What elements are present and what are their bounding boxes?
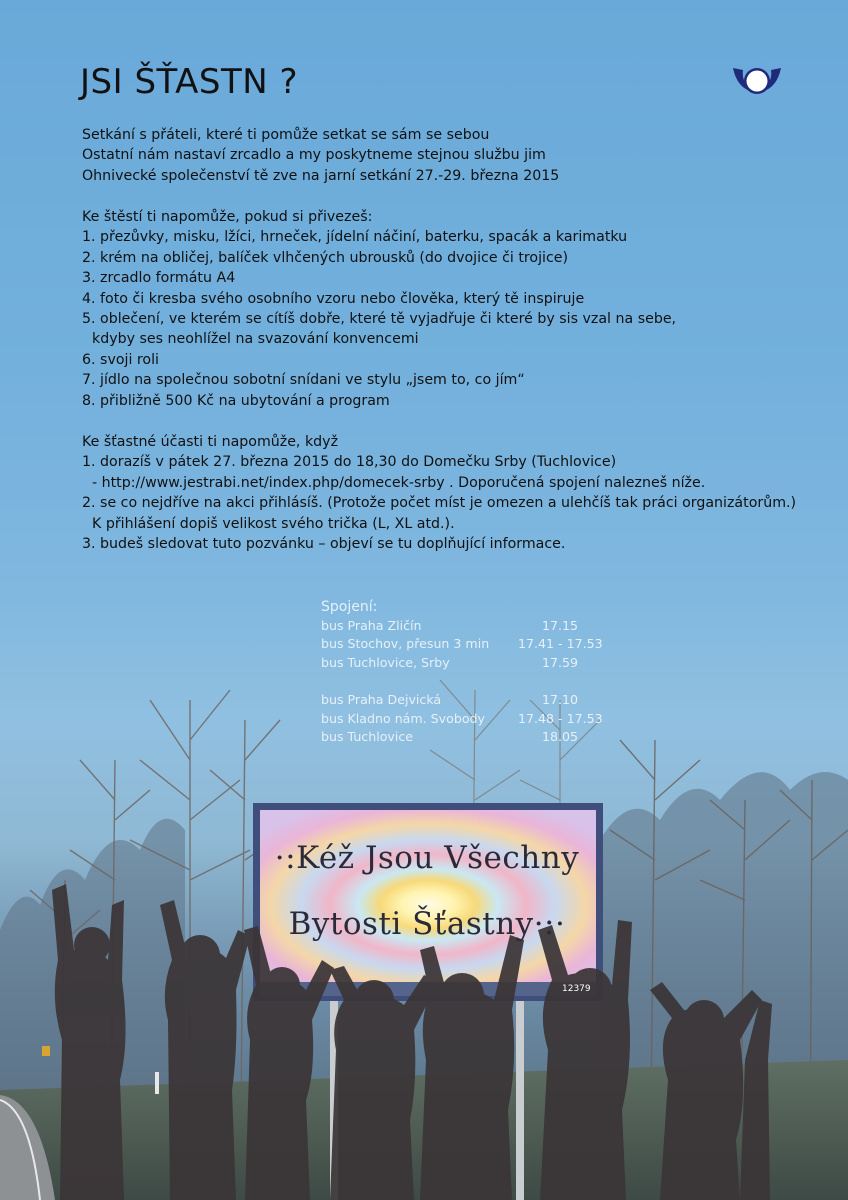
connection-route: bus Tuchlovice, Srby	[321, 654, 450, 670]
intro-line: Ostatní nám nastaví zrcadlo a my poskytneme stejnou službu jim	[82, 147, 546, 164]
billboard-line-1: ·:Kéž Jsou Všechny	[274, 840, 580, 876]
connections-label: Spojení:	[321, 599, 378, 615]
connection-time: 17.10	[541, 691, 579, 707]
billboard-pole-right	[516, 998, 524, 1200]
bring-heading: Ke štěstí ti napomůže, pokud si přivezeš:	[82, 209, 373, 225]
connection-time: 18.05	[541, 729, 579, 745]
list-item: 3. zrcadlo formátu A4	[82, 270, 236, 287]
list-item-continuation: kdyby ses neohlížel na svazování konvencemi	[92, 331, 419, 348]
connection-route: bus Praha Dejvická	[321, 691, 442, 707]
list-item: 1. přezůvky, misku, lžíci, hrneček, jídelní náčiní, baterku, spacák a karimatku	[82, 229, 628, 246]
connections-table	[321, 598, 603, 747]
list-item-continuation: K přihlášení dopiš velikost svého trička (L, XL atd.).	[92, 515, 455, 532]
connection-row	[321, 617, 579, 636]
connection-route: bus Kladno nám. Svobody	[321, 710, 485, 726]
intro-text	[82, 125, 559, 186]
connection-row	[321, 691, 579, 710]
billboard-slogan	[262, 818, 592, 986]
list-item: 2. se co nejdříve na akci přihlásíš. (Protože počet míst je omezen a ulehčíš tak práci organizátorům.)	[82, 495, 797, 512]
intro-line: Setkání s přáteli, které ti pomůže setkat se sám se sebou	[82, 127, 490, 143]
connection-time: 17.59	[541, 654, 579, 670]
connection-row	[321, 635, 603, 654]
winged-circle-icon	[731, 64, 783, 98]
billboard-line-2: Bytosti Šťastny·:·	[288, 906, 566, 942]
list-item: 5. oblečení, ve kterém se cítíš dobře, které tě vyjadřuje či které by sis vzal na sebe,	[82, 311, 677, 328]
list-item: 4. foto či kresba svého osobního vzoru nebo člověka, který tě inspiruje	[82, 290, 585, 307]
road-post	[155, 1072, 159, 1094]
connection-time: 17.15	[541, 617, 579, 633]
connection-row	[321, 728, 579, 747]
list-item: 7. jídlo na společnou sobotní snídani ve stylu „jsem to, co jím“	[82, 372, 525, 389]
participation-list	[82, 432, 796, 554]
list-item: 2. krém na obličej, balíček vlhčených ubrousků (do dvojice či trojice)	[82, 249, 569, 266]
list-item-link[interactable]: - http://www.jestrabi.net/index.php/domecek-srby . Doporučená spojení nalezneš níže.	[92, 474, 706, 491]
list-item: 6. svoji roli	[82, 351, 159, 368]
connection-row	[321, 710, 603, 729]
connection-route: bus Tuchlovice	[321, 729, 414, 745]
billboard-number: 12379	[562, 984, 591, 994]
connection-time: 17.48 - 17.53	[518, 710, 603, 726]
bring-list	[82, 207, 676, 411]
road-sign	[42, 1046, 50, 1056]
connections-spacer	[321, 672, 377, 691]
connection-row	[321, 654, 579, 673]
connection-route: bus Stochov, přesun 3 min	[321, 636, 490, 652]
list-item: 8. přibližně 500 Kč na ubytování a program	[82, 392, 390, 409]
page-title: JSI ŠŤASTN ?	[80, 62, 299, 102]
connection-route: bus Praha Zličín	[321, 617, 422, 633]
list-item: 3. budeš sledovat tuto pozvánku – objeví se tu doplňující informace.	[82, 536, 566, 553]
intro-line: Ohnivecké společenství tě zve na jarní setkání 27.-29. března 2015	[82, 167, 560, 184]
connection-time: 17.41 - 17.53	[518, 636, 603, 652]
participation-heading: Ke šťastné účasti ti napomůže, když	[82, 434, 339, 450]
list-item: 1. dorazíš v pátek 27. března 2015 do 18,30 do Domečku Srby (Tuchlovice)	[82, 454, 617, 471]
